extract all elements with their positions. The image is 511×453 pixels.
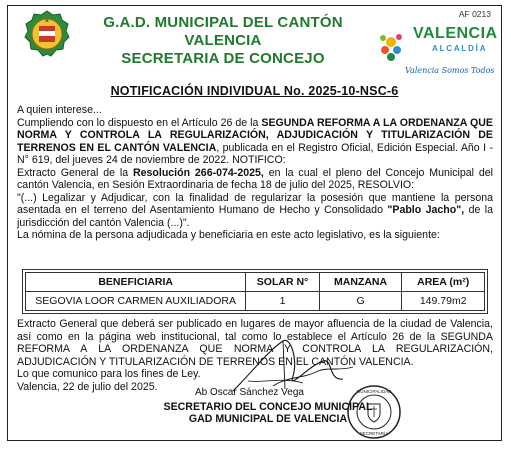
notification-document — [7, 5, 502, 441]
document-code: AF 0213 — [458, 9, 491, 19]
signer-institution: GAD MUNICIPAL DE VALENCIA — [188, 413, 348, 425]
col-header-beneficiaria: BENEFICIARIA — [26, 273, 246, 292]
paragraph-resolution — [17, 167, 493, 192]
col-header-solar: SOLAR N° — [246, 273, 319, 292]
greeting: A quien interese... — [17, 104, 102, 116]
table-row — [26, 292, 485, 311]
paragraph-resolve — [17, 192, 493, 230]
signer-name: Ab Oscar Sánchez Vega — [195, 387, 304, 398]
svg-text:MUNICIPALIDAD: MUNICIPALIDAD — [356, 389, 392, 394]
header-title-block — [78, 14, 368, 68]
col-header-area: AREA (m²) — [402, 273, 485, 292]
cell-solar: 1 — [246, 292, 319, 311]
resolution-number: Resolución 266-074-2025, — [132, 166, 264, 179]
beneficiary-table — [25, 272, 485, 311]
organization-title: G.A.D. MUNICIPAL DEL CANTÓN VALENCIA — [103, 14, 343, 49]
text-run: "(...) Legalizar y Adjudicar, con la finalidad de regularizar la posesión que mantiene la persona asentada en el terreno del Asentamiento Humano de Hecho y Consolidado — [17, 191, 493, 216]
svg-text:SECRETARÍA: SECRETARÍA — [359, 431, 389, 436]
closing-paragraph: Extracto General que deberá ser publicado en lugares de mayor afluencia de la ciudad de Valencia, así como en la página web institucional, tal como lo establece el Artículo 26 de la SEGUNDA REFORMA A LA ORDENANZA QUE NORMA Y CONTROLA LA REGULARIZACIÓN, ADJUDICACIÓN Y TITULARIZACIÓN DE TERRENOS EN EL CANTÓN VALENCIA. — [17, 318, 493, 368]
cell-area: 149.79m2 — [402, 292, 485, 311]
table-header-row — [26, 273, 485, 292]
text-run: , publicada en el Registro Oficial, Edición Especial. Año I - N° 619, del jueves 24 de noviembre de 2022. NOTIFICO: — [17, 141, 493, 166]
beneficiary-table-frame — [22, 269, 488, 314]
department-title: SECRETARIA DE CONCEJO — [121, 50, 325, 67]
text-run: en la cual el pleno del Concejo Municipal del cantón Valencia, en Sesión Extraordinaria de fecha 18 de julio del 2025, RESOLVIO: — [17, 166, 493, 191]
text-run: de la jurisdicción del cantón Valencia (...)". — [17, 204, 493, 229]
document-title: NOTIFICACIÓN INDIVIDUAL No. 2025-10-NSC-6 — [110, 84, 399, 98]
logo-subtitle: ALCALDÍA — [432, 44, 488, 53]
settlement-name: "Pablo Jacho", — [387, 204, 465, 216]
paragraph-legal-basis — [17, 117, 493, 167]
municipal-crest-icon — [22, 9, 72, 59]
col-header-manzana: MANZANA — [319, 273, 402, 292]
paragraph-nomina: La nómina de la persona adjudicada y beneficiaria en este acto legislativo, es la siguiente: — [17, 229, 440, 241]
closing-date: Valencia, 22 de julio del 2025. — [17, 380, 158, 393]
logo-wordmark: VALENCIA — [413, 25, 498, 42]
cell-manzana: G — [319, 292, 402, 311]
document-title-row — [8, 82, 501, 100]
logo-slogan: Valencia Somos Todos — [405, 66, 495, 75]
cell-beneficiaria: SEGOVIA LOOR CARMEN AUXILIADORA — [26, 292, 246, 311]
text-run: Extracto General de la — [17, 166, 133, 179]
secretaria-seal-icon — [346, 384, 402, 440]
ordinance-name: SEGUNDA REFORMA A LA ORDENANZA QUE NORMA Y CONTROLA LA REGULARIZACIÓN, ADJUDICACIÓN Y TITULARIZACIÓN DE TERRENOS EN EL CANTÓN VALENCIA — [17, 116, 493, 154]
text-run: Cumpliendo con lo dispuesto en el Artículo 26 de la — [17, 116, 262, 129]
closing-formula: Lo que comunico para los fines de Ley. — [17, 368, 201, 380]
notification-body — [17, 104, 493, 242]
signer-title: SECRETARIO DEL CONCEJO MUNICIPAL — [163, 401, 373, 413]
